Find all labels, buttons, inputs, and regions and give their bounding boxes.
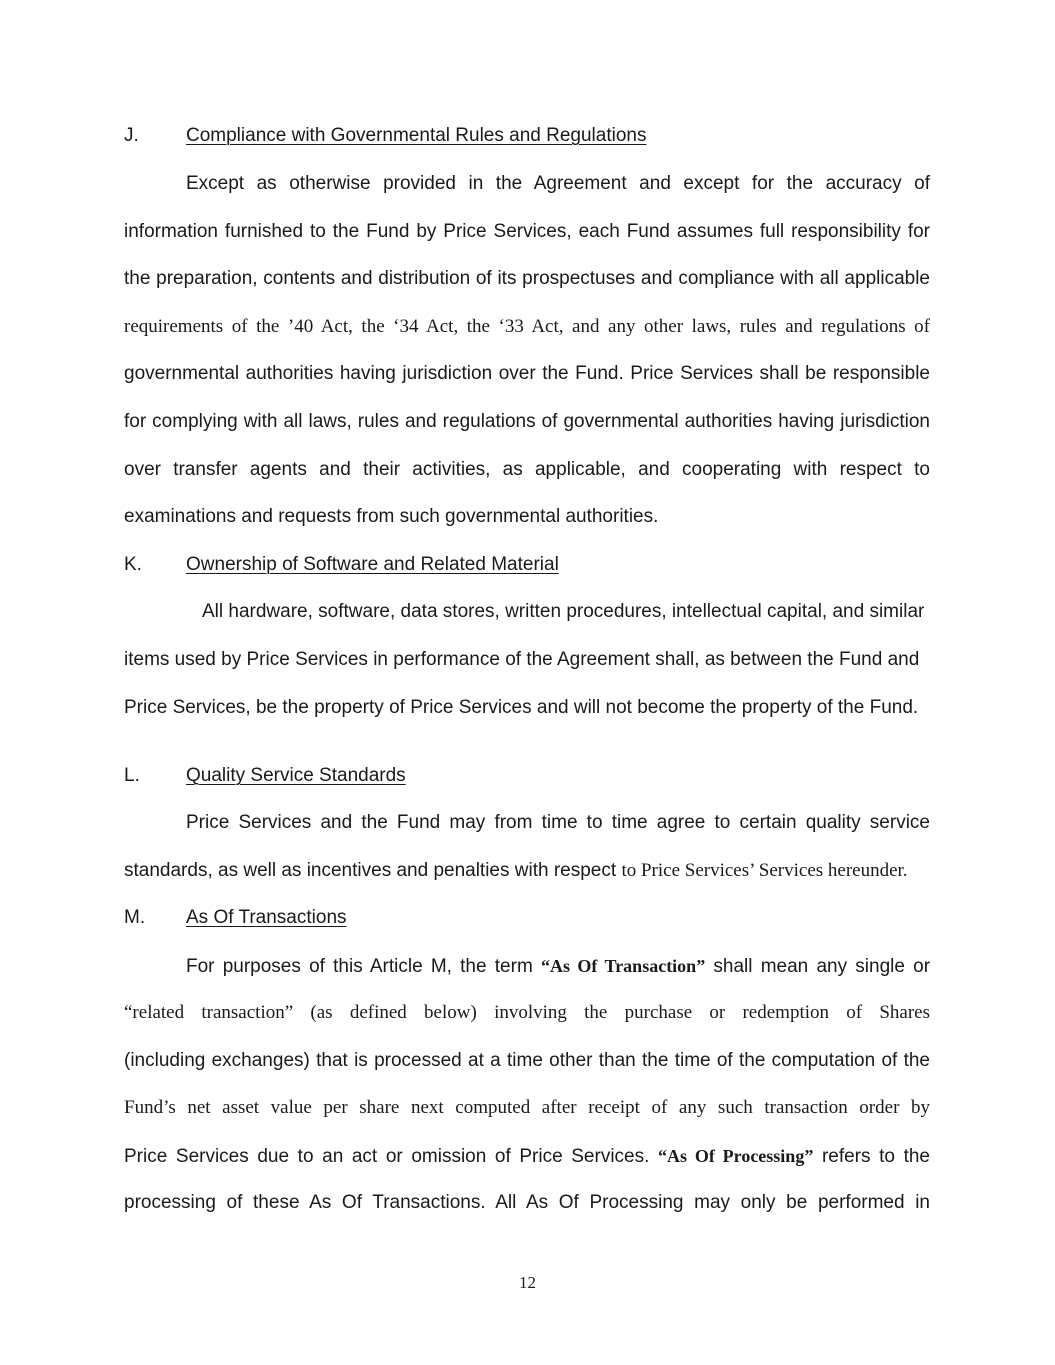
section-m-line-3: (including exchanges) that is processed at a time other than the time of the computation of the (124, 1050, 930, 1071)
section-j-letter: J. (124, 125, 139, 146)
section-j-line-5: governmental authorities having jurisdiction over the Fund. Price Services shall be responsible (124, 363, 930, 384)
section-m-letter: M. (124, 907, 146, 928)
section-l-line-2b: to Price Services’ Services hereunder. (621, 860, 908, 881)
section-m-line-5a: Price Services due to an act or omission of Price Services. (124, 1146, 650, 1167)
defined-term-as-of-transaction: “As Of Transaction” (541, 956, 706, 976)
section-l-letter: L. (124, 765, 140, 786)
section-m-heading (124, 906, 347, 930)
section-m-line-1 (186, 954, 930, 979)
defined-term-as-of-processing: “As Of Processing” (658, 1146, 814, 1166)
section-j-line-7: over transfer agents and their activities, as applicable, and cooperating with respect to (124, 459, 930, 480)
section-l-line-2a: standards, as well as incentives and penalties with respect (124, 860, 617, 881)
section-l-heading (124, 764, 406, 788)
section-k-heading (124, 553, 559, 577)
section-k-line-3: Price Services, be the property of Price Services and will not become the property of the Fund. (124, 697, 919, 718)
section-j-title: Compliance with Governmental Rules and Regulations (186, 125, 647, 146)
section-j-line-3: the preparation, contents and distribution of its prospectuses and compliance with all applicable (124, 268, 930, 289)
section-l-line-2 (124, 859, 930, 883)
section-m-title: As Of Transactions (186, 907, 347, 928)
section-k-letter: K. (124, 554, 142, 575)
section-j-heading (124, 124, 646, 148)
section-m-line-2: “related transaction” (as defined below) involving the purchase or redemption of Shares (124, 1002, 930, 1023)
section-m-line-1a: For purposes of this Article M, the term (186, 956, 533, 977)
section-m-line-5 (124, 1144, 930, 1169)
section-j-line-2: information furnished to the Fund by Price Services, each Fund assumes full responsibility for (124, 221, 930, 242)
section-m-line-4: Fund’s net asset value per share next computed after receipt of any such transaction order by (124, 1097, 930, 1118)
section-j-line-8: examinations and requests from such governmental authorities. (124, 506, 659, 527)
section-l-title: Quality Service Standards (186, 765, 406, 786)
section-m-line-5b: refers to the (821, 1146, 930, 1167)
page-number: 12 (519, 1273, 536, 1292)
section-k-line-1: All hardware, software, data stores, written procedures, intellectual capital, and similar (202, 601, 925, 622)
section-j-line-4: requirements of the ’40 Act, the ‘34 Act, the ‘33 Act, and any other laws, rules and regulations of (124, 316, 930, 337)
section-m-line-1b: shall mean any single or (713, 956, 931, 977)
section-j-line-1: Except as otherwise provided in the Agreement and except for the accuracy of (186, 173, 930, 194)
section-l-line-1: Price Services and the Fund may from time to time agree to certain quality service (186, 812, 930, 833)
section-j-line-6: for complying with all laws, rules and regulations of governmental authorities having jurisdiction (124, 411, 930, 432)
section-m-line-6: processing of these As Of Transactions. All As Of Processing may only be performed in (124, 1192, 930, 1213)
section-k-line-2: items used by Price Services in performance of the Agreement shall, as between the Fund and (124, 649, 920, 670)
section-k-title: Ownership of Software and Related Material (186, 554, 559, 575)
